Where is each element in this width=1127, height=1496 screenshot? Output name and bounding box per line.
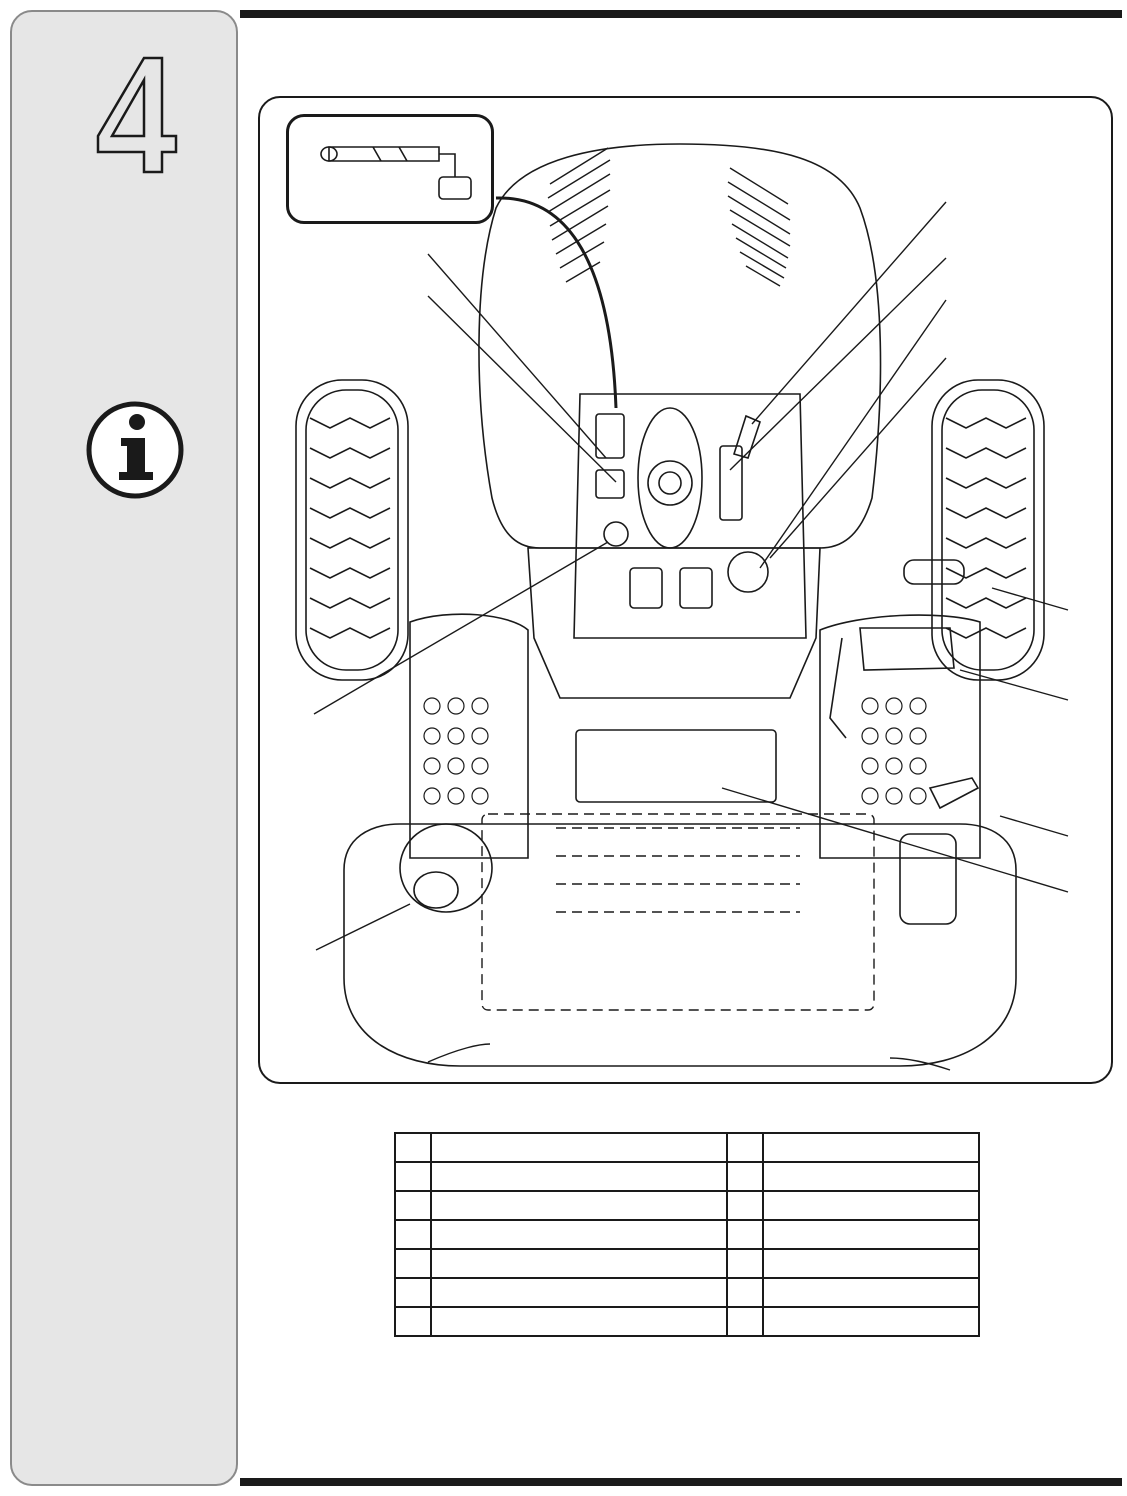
- table-row: [395, 1162, 979, 1191]
- throttle-gauge: [720, 446, 742, 520]
- table-row: [395, 1133, 979, 1162]
- header-rule: [240, 10, 1122, 18]
- fuel-cap: [400, 824, 492, 912]
- lift-lever: [930, 778, 978, 808]
- legend-number: [727, 1249, 763, 1278]
- floor-deck: [410, 614, 528, 858]
- dashboard-panel: [574, 394, 806, 638]
- legend-number: [395, 1220, 431, 1249]
- legend-number: [395, 1191, 431, 1220]
- mower-illustration: [258, 96, 1113, 1084]
- legend-label: [763, 1278, 979, 1307]
- legend-number: [395, 1249, 431, 1278]
- legend-label: [431, 1133, 727, 1162]
- mulch-outline: [482, 814, 874, 1010]
- legend-label: [763, 1249, 979, 1278]
- table-row: [395, 1278, 979, 1307]
- hood-vents: [548, 148, 790, 286]
- legend-label: [763, 1307, 979, 1336]
- rear-body: [344, 824, 1016, 1066]
- mower-drawing: [260, 98, 1113, 1084]
- footer-rule: [240, 1478, 1122, 1486]
- table-row: [395, 1220, 979, 1249]
- legend-number: [727, 1307, 763, 1336]
- legend-number: [727, 1220, 763, 1249]
- legend-label: [763, 1133, 979, 1162]
- legend-label: [431, 1220, 727, 1249]
- steering-hub: [638, 408, 702, 548]
- legend-label: [763, 1220, 979, 1249]
- legend-label: [431, 1249, 727, 1278]
- ignition-key-icon: [289, 117, 491, 221]
- cruise-knob: [728, 552, 768, 592]
- legend-number: [395, 1162, 431, 1191]
- ignition-key-inset: [286, 114, 494, 224]
- table-row: [395, 1307, 979, 1336]
- legend-label: [763, 1191, 979, 1220]
- table-row: [395, 1191, 979, 1220]
- legend-label: [763, 1162, 979, 1191]
- legend-number: [727, 1133, 763, 1162]
- legend-label: [431, 1307, 727, 1336]
- ignition-switch: [596, 470, 624, 498]
- legend-number: [727, 1191, 763, 1220]
- legend-number: [727, 1278, 763, 1307]
- throttle-lever: [734, 416, 760, 458]
- legend-number: [727, 1162, 763, 1191]
- parts-legend-table: [394, 1132, 980, 1337]
- legend-number: [395, 1307, 431, 1336]
- legend-label: [431, 1191, 727, 1220]
- legend-number: [395, 1133, 431, 1162]
- right-rear-tire: [932, 380, 1044, 680]
- chapter-number-4-icon: [92, 50, 182, 180]
- battery-cover: [576, 730, 776, 802]
- information-icon: [85, 400, 185, 500]
- legend-label: [431, 1162, 727, 1191]
- left-rear-tire: [296, 380, 408, 680]
- seat-panel: [528, 548, 820, 698]
- brake-pedal: [860, 628, 954, 670]
- floor-pads: [424, 698, 926, 804]
- sidebar-panel: [10, 10, 238, 1486]
- table-row: [395, 1249, 979, 1278]
- callout-leaders: [314, 202, 1068, 1070]
- legend-label: [431, 1278, 727, 1307]
- legend-number: [395, 1278, 431, 1307]
